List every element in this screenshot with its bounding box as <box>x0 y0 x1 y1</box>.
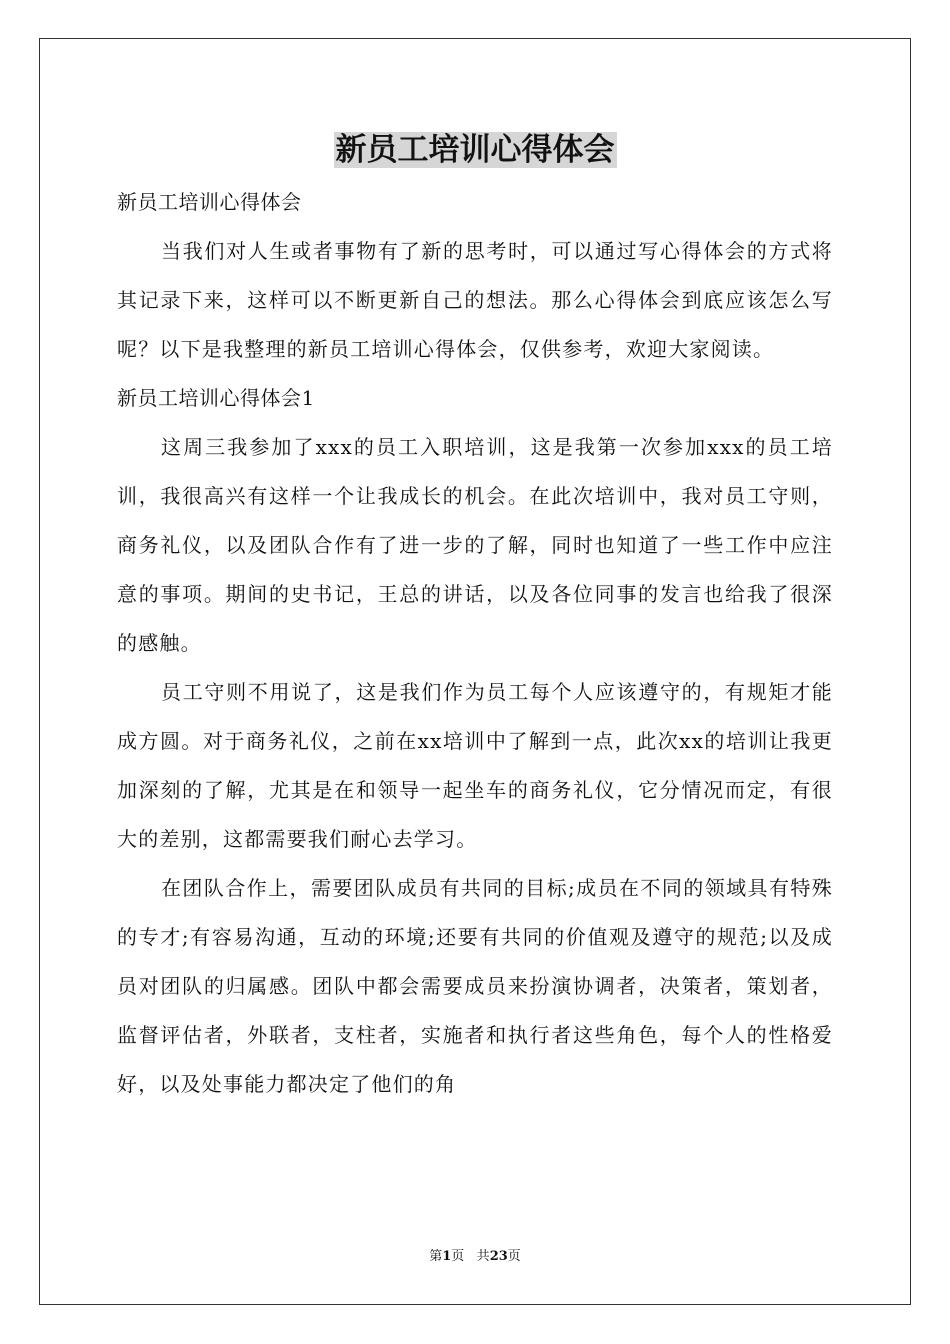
body-paragraph: 这周三我参加了xxx的员工入职培训，这是我第一次参加xxx的员工培训，我很高兴有这样一个让我成长的机会。在此次培训中，我对员工守则，商务礼仪，以及团队合作有了进一步的了解，同时也知道了一些工作中应注意的事项。期间的史书记，王总的讲话，以及各位同事的发言也给我了很深的感触。 <box>117 435 833 655</box>
document-subtitle: 新员工培训心得体会 <box>117 190 302 214</box>
body-paragraph: 在团队合作上，需要团队成员有共同的目标;成员在不同的领域具有特殊的专才;有容易沟通，互动的环境;还要有共同的价值观及遵守的规范;以及成员对团队的归属感。团队中都会需要成员来扮演协调者，决策者，策划者，监督评估者，外联者，支柱者，实施者和执行者这些角色，每个人的性格爱好，以及处事能力都决定了他们的角 <box>117 876 833 1096</box>
total-pages: 23 <box>489 1249 508 1264</box>
total-suffix: 页 <box>507 1249 521 1264</box>
page-footer <box>0 1248 950 1266</box>
document-body <box>117 178 833 1109</box>
body-paragraph: 员工守则不用说了，这是我们作为员工每个人应该遵守的，有规矩才能成方圆。对于商务礼仪，之前在xx培训中了解到一点，此次xx的培训让我更加深刻的了解，尤其是在和领导一起坐车的商务礼仪，它分情况而定，有很大的差别，这都需要我们耐心去学习。 <box>117 680 833 851</box>
intro-paragraph: 当我们对人生或者事物有了新的思考时，可以通过写心得体会的方式将其记录下来，这样可以不断更新自己的想法。那么心得体会到底应该怎么写呢？以下是我整理的新员工培训心得体会，仅供参考，欢迎大家阅读。 <box>117 239 833 361</box>
document-title: 新员工培训心得体会 <box>335 132 615 168</box>
page-number: 1 <box>442 1249 452 1264</box>
section-heading: 新员工培训心得体会1 <box>117 386 315 410</box>
page-suffix: 页 <box>451 1249 465 1264</box>
total-prefix: 共 <box>476 1249 490 1264</box>
page-prefix: 第 <box>429 1249 443 1264</box>
